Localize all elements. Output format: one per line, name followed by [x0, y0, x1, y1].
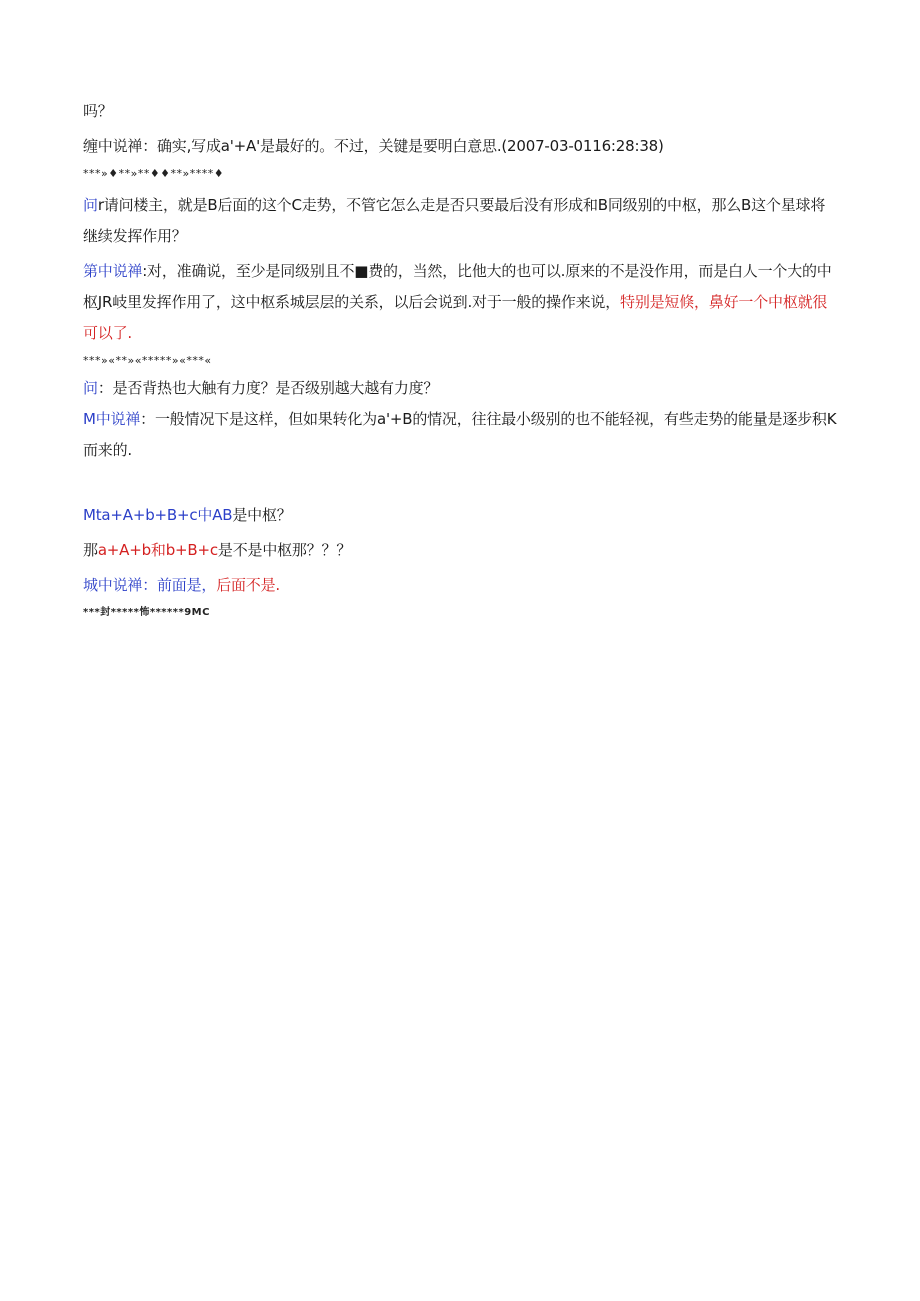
question-text: 是不是中枢那？？？: [217, 541, 352, 559]
question-text: r请问楼主，就是B后面的这个C走势，不管它怎么走是否只要最后没有形成和B同级别的中枢，那么B这个星球将继续发挥作用？: [83, 196, 826, 245]
answer-highlight: 特别是短倏，鼻好一个中枢就很可以了.: [83, 293, 828, 342]
question-paragraph-3: [83, 500, 843, 531]
answer-text: ：一般情况下是这样，但如果转化为a'+B的情况，往往最小级别的也不能轻视，有些走势的能量是逐步积K而来的.: [83, 410, 837, 459]
answer-paragraph-3: [83, 570, 843, 601]
question-prefix: 那: [83, 541, 98, 559]
answer-paragraph-2: [83, 404, 839, 466]
spacer: [83, 466, 843, 496]
question-prefix: 问: [83, 379, 98, 397]
question-paragraph-1: [83, 190, 839, 252]
separator-line: ***封*****怖******9MC: [83, 607, 210, 618]
answer-prefix: 城中说禅：前面是，: [83, 576, 217, 594]
answer-prefix: M中说禅: [83, 410, 141, 428]
question-text: ：是否背热也大触有力度？是否级别越大越有力度？: [97, 379, 439, 397]
answer-prefix: 第中说禅: [83, 262, 143, 280]
answer-line: 缠中说禅：确实,写成a'+A'是最好的。不过，关键是要明白意思.(2007-03-0116:28:38): [83, 137, 664, 155]
answer-text: :对，准确说，至少是同级别且不■费的，当然，比他大的也可以.原来的不是没作用，而是白人一个大的中枢JR岐里发挥作用了，这中枢系城层层的关系，以后会说到.对于一般的操作来说，: [83, 262, 832, 311]
answer-paragraph-1: [83, 256, 839, 349]
question-highlight: a+A+b和b+B+c: [97, 541, 218, 559]
separator-line: ***»«**»«*****»«***«: [83, 354, 212, 367]
answer-highlight: 后面不是.: [216, 576, 280, 594]
text-line: 吗？: [83, 102, 113, 120]
question-prefix: 问: [83, 196, 98, 214]
question-text: 是中枢？: [232, 506, 292, 524]
question-highlight: AB: [212, 506, 233, 524]
document-page: [83, 96, 843, 625]
question-paragraph-4: [83, 535, 843, 566]
question-prefix: Mta+A+b+B+c中: [83, 506, 213, 524]
separator-line: ***»♦**»**♦♦**»****♦: [83, 167, 225, 180]
question-paragraph-2: [83, 373, 843, 404]
